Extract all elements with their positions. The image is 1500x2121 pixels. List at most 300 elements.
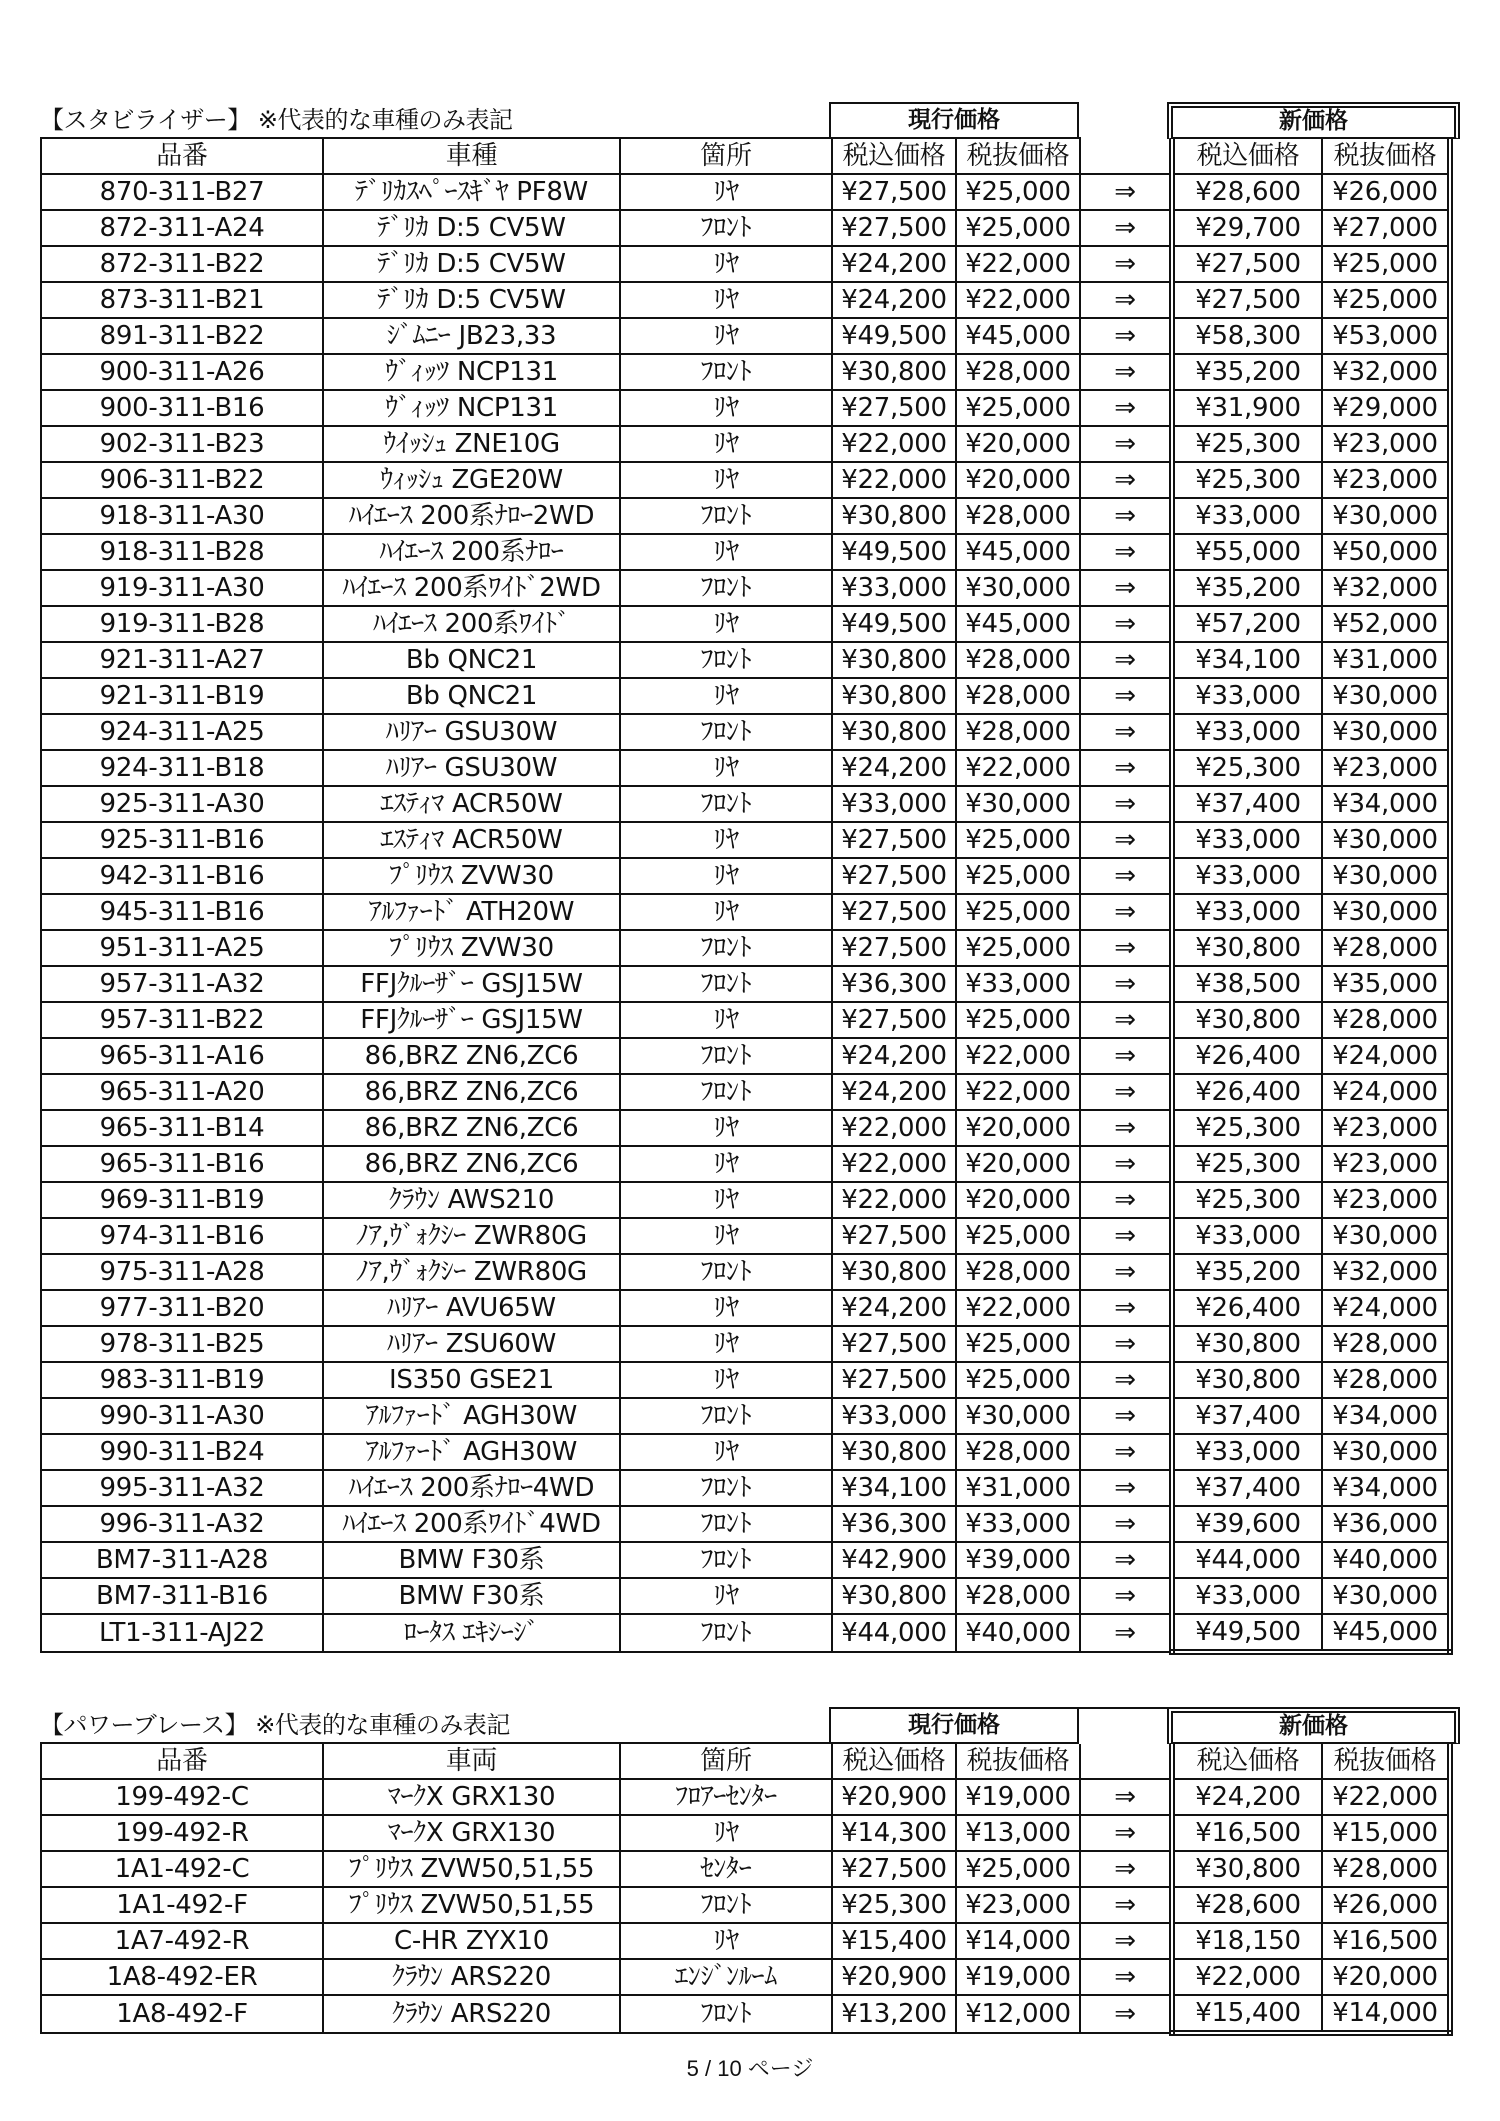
- new-tax-excluded-cell: ¥52,000: [1322, 606, 1450, 642]
- current-tax-excluded-cell: ¥20,000: [956, 462, 1080, 498]
- arrow-icon: ⇒: [1080, 390, 1172, 426]
- table-row: [41, 1110, 1450, 1146]
- table-row: [41, 1779, 1450, 1815]
- header-car-model: 車両: [323, 1743, 620, 1779]
- part-number-cell: 990-311-A30: [41, 1398, 323, 1434]
- position-cell: ﾘﾔ: [620, 1362, 832, 1398]
- part-number-cell: 974-311-B16: [41, 1218, 323, 1254]
- current-tax-excluded-cell: ¥45,000: [956, 534, 1080, 570]
- new-tax-included-cell: ¥28,600: [1172, 174, 1322, 210]
- part-number-cell: 951-311-A25: [41, 930, 323, 966]
- position-cell: ﾌﾛﾝﾄ: [620, 1542, 832, 1578]
- arrow-icon: ⇒: [1080, 858, 1172, 894]
- new-tax-excluded-cell: ¥28,000: [1322, 1326, 1450, 1362]
- current-tax-included-cell: ¥27,500: [832, 1002, 956, 1038]
- new-tax-excluded-cell: ¥15,000: [1322, 1815, 1450, 1851]
- position-cell: ﾌﾛﾝﾄ: [620, 498, 832, 534]
- current-tax-excluded-cell: ¥22,000: [956, 750, 1080, 786]
- new-tax-included-cell: ¥37,400: [1172, 1470, 1322, 1506]
- position-cell: ﾌﾛﾝﾄ: [620, 1254, 832, 1290]
- current-tax-excluded-cell: ¥25,000: [956, 822, 1080, 858]
- current-tax-included-cell: ¥15,400: [832, 1923, 956, 1959]
- position-cell: ﾌﾛﾝﾄ: [620, 1470, 832, 1506]
- arrow-icon: ⇒: [1080, 1614, 1172, 1652]
- current-tax-excluded-cell: ¥45,000: [956, 318, 1080, 354]
- table-row: [41, 534, 1450, 570]
- part-number-cell: 902-311-B23: [41, 426, 323, 462]
- part-number-cell: 965-311-B16: [41, 1146, 323, 1182]
- arrow-icon: ⇒: [1080, 1578, 1172, 1614]
- new-tax-excluded-cell: ¥30,000: [1322, 822, 1450, 858]
- table-row: [41, 1815, 1450, 1851]
- header-new-tax-included: 税込価格: [1172, 138, 1322, 174]
- position-cell: ﾘﾔ: [620, 1290, 832, 1326]
- car-model-cell: ﾊｲｴｰｽ 200系ﾅﾛｰ4WD: [323, 1470, 620, 1506]
- arrow-icon: ⇒: [1080, 966, 1172, 1002]
- car-model-cell: ﾊｲｴｰｽ 200系ﾜｲﾄﾞ: [323, 606, 620, 642]
- part-number-cell: 906-311-B22: [41, 462, 323, 498]
- current-tax-included-cell: ¥30,800: [832, 714, 956, 750]
- current-tax-included-cell: ¥49,500: [832, 534, 956, 570]
- position-cell: ﾌﾛﾝﾄ: [620, 1995, 832, 2033]
- position-cell: ﾘﾔ: [620, 1923, 832, 1959]
- part-number-cell: 918-311-B28: [41, 534, 323, 570]
- table-row: [41, 858, 1450, 894]
- arrow-icon: ⇒: [1080, 786, 1172, 822]
- current-tax-excluded-cell: ¥25,000: [956, 894, 1080, 930]
- current-tax-excluded-cell: ¥33,000: [956, 1506, 1080, 1542]
- new-tax-included-cell: ¥26,400: [1172, 1038, 1322, 1074]
- header-part-number: 品番: [41, 1743, 323, 1779]
- new-tax-excluded-cell: ¥25,000: [1322, 282, 1450, 318]
- new-tax-excluded-cell: ¥40,000: [1322, 1542, 1450, 1578]
- new-tax-included-cell: ¥34,100: [1172, 642, 1322, 678]
- new-tax-excluded-cell: ¥28,000: [1322, 1362, 1450, 1398]
- header-position: 箇所: [620, 138, 832, 174]
- car-model-cell: ﾉｱ,ｳﾞｫｸｼｰ ZWR80G: [323, 1254, 620, 1290]
- arrow-icon: ⇒: [1080, 714, 1172, 750]
- current-tax-excluded-cell: ¥14,000: [956, 1923, 1080, 1959]
- position-cell: ﾘﾔ: [620, 1002, 832, 1038]
- current-tax-included-cell: ¥42,900: [832, 1542, 956, 1578]
- car-model-cell: 86,BRZ ZN6,ZC6: [323, 1074, 620, 1110]
- table-row: [41, 246, 1450, 282]
- position-cell: ﾘﾔ: [620, 1578, 832, 1614]
- position-cell: ﾘﾔ: [620, 390, 832, 426]
- new-tax-excluded-cell: ¥32,000: [1322, 354, 1450, 390]
- table-row: [41, 426, 1450, 462]
- car-model-cell: ﾛｰﾀｽ ｴｷｼｰｼﾞ: [323, 1614, 620, 1652]
- part-number-cell: 996-311-A32: [41, 1506, 323, 1542]
- current-tax-excluded-cell: ¥25,000: [956, 1362, 1080, 1398]
- position-cell: ﾌﾛﾝﾄ: [620, 570, 832, 606]
- current-tax-excluded-cell: ¥22,000: [956, 1290, 1080, 1326]
- new-tax-included-cell: ¥22,000: [1172, 1959, 1322, 1995]
- table-row: [41, 390, 1450, 426]
- part-number-cell: BM7-311-B16: [41, 1578, 323, 1614]
- position-cell: ﾘﾔ: [620, 1815, 832, 1851]
- table-row: [41, 1995, 1450, 2033]
- new-tax-included-cell: ¥28,600: [1172, 1887, 1322, 1923]
- current-tax-included-cell: ¥22,000: [832, 1182, 956, 1218]
- powerbrace-price-table: [40, 1742, 1453, 2036]
- part-number-cell: LT1-311-AJ22: [41, 1614, 323, 1652]
- group-new-price: 新価格: [1167, 102, 1460, 139]
- current-tax-excluded-cell: ¥28,000: [956, 1578, 1080, 1614]
- new-tax-included-cell: ¥25,300: [1172, 462, 1322, 498]
- position-cell: ﾘﾔ: [620, 858, 832, 894]
- position-cell: ﾘﾔ: [620, 174, 832, 210]
- new-tax-included-cell: ¥57,200: [1172, 606, 1322, 642]
- part-number-cell: 965-311-A16: [41, 1038, 323, 1074]
- table-row: [41, 498, 1450, 534]
- new-tax-included-cell: ¥30,800: [1172, 930, 1322, 966]
- current-tax-excluded-cell: ¥33,000: [956, 966, 1080, 1002]
- current-tax-excluded-cell: ¥28,000: [956, 1434, 1080, 1470]
- car-model-cell: ｴｽﾃｨﾏ ACR50W: [323, 786, 620, 822]
- current-tax-excluded-cell: ¥20,000: [956, 426, 1080, 462]
- section-heading-strip: [40, 100, 1460, 137]
- current-tax-included-cell: ¥22,000: [832, 1146, 956, 1182]
- position-cell: ﾘﾔ: [620, 606, 832, 642]
- current-tax-included-cell: ¥30,800: [832, 354, 956, 390]
- arrow-icon: ⇒: [1080, 1779, 1172, 1815]
- current-tax-included-cell: ¥20,900: [832, 1779, 956, 1815]
- new-tax-excluded-cell: ¥30,000: [1322, 678, 1450, 714]
- new-tax-excluded-cell: ¥24,000: [1322, 1074, 1450, 1110]
- new-tax-excluded-cell: ¥31,000: [1322, 642, 1450, 678]
- new-tax-excluded-cell: ¥24,000: [1322, 1038, 1450, 1074]
- new-tax-included-cell: ¥35,200: [1172, 1254, 1322, 1290]
- current-tax-included-cell: ¥27,500: [832, 1218, 956, 1254]
- current-tax-included-cell: ¥33,000: [832, 570, 956, 606]
- part-number-cell: 900-311-B16: [41, 390, 323, 426]
- new-tax-excluded-cell: ¥29,000: [1322, 390, 1450, 426]
- position-cell: ﾘﾔ: [620, 1434, 832, 1470]
- arrow-icon: ⇒: [1080, 1470, 1172, 1506]
- new-tax-included-cell: ¥27,500: [1172, 282, 1322, 318]
- new-tax-included-cell: ¥30,800: [1172, 1362, 1322, 1398]
- new-tax-included-cell: ¥18,150: [1172, 1923, 1322, 1959]
- arrow-icon: ⇒: [1080, 750, 1172, 786]
- new-tax-included-cell: ¥33,000: [1172, 858, 1322, 894]
- current-tax-excluded-cell: ¥22,000: [956, 246, 1080, 282]
- new-tax-excluded-cell: ¥30,000: [1322, 498, 1450, 534]
- group-current-price: 現行価格: [829, 1707, 1079, 1744]
- current-tax-included-cell: ¥24,200: [832, 1074, 956, 1110]
- car-model-cell: ﾊﾘｱｰ AVU65W: [323, 1290, 620, 1326]
- current-tax-included-cell: ¥44,000: [832, 1614, 956, 1652]
- arrow-header-blank: [1080, 138, 1172, 174]
- new-tax-included-cell: ¥25,300: [1172, 1110, 1322, 1146]
- new-tax-included-cell: ¥35,200: [1172, 570, 1322, 606]
- part-number-cell: 900-311-A26: [41, 354, 323, 390]
- table-row: [41, 894, 1450, 930]
- car-model-cell: ﾌﾟﾘｳｽ ZVW30: [323, 858, 620, 894]
- arrow-icon: ⇒: [1080, 1146, 1172, 1182]
- arrow-icon: ⇒: [1080, 930, 1172, 966]
- position-cell: ﾘﾔ: [620, 1110, 832, 1146]
- new-tax-included-cell: ¥33,000: [1172, 714, 1322, 750]
- new-tax-included-cell: ¥30,800: [1172, 1002, 1322, 1038]
- table-row: [41, 1074, 1450, 1110]
- new-tax-excluded-cell: ¥30,000: [1322, 1434, 1450, 1470]
- current-tax-excluded-cell: ¥20,000: [956, 1146, 1080, 1182]
- position-cell: ﾌﾛﾝﾄ: [620, 1506, 832, 1542]
- new-tax-excluded-cell: ¥45,000: [1322, 1614, 1450, 1652]
- new-tax-excluded-cell: ¥14,000: [1322, 1995, 1450, 2033]
- page-number: 5 / 10 ページ: [686, 2056, 814, 2081]
- group-new-price: 新価格: [1167, 1707, 1460, 1744]
- current-tax-excluded-cell: ¥25,000: [956, 1851, 1080, 1887]
- position-cell: ﾘﾔ: [620, 1146, 832, 1182]
- part-number-cell: 919-311-A30: [41, 570, 323, 606]
- table-row: [41, 318, 1450, 354]
- position-cell: ﾌﾛﾝﾄ: [620, 1074, 832, 1110]
- car-model-cell: ｳﾞｨｯﾂ NCP131: [323, 390, 620, 426]
- current-tax-included-cell: ¥30,800: [832, 498, 956, 534]
- part-number-cell: BM7-311-A28: [41, 1542, 323, 1578]
- car-model-cell: ﾊﾘｱｰ GSU30W: [323, 714, 620, 750]
- current-tax-included-cell: ¥49,500: [832, 606, 956, 642]
- new-tax-included-cell: ¥26,400: [1172, 1074, 1322, 1110]
- current-tax-excluded-cell: ¥13,000: [956, 1815, 1080, 1851]
- new-tax-excluded-cell: ¥34,000: [1322, 786, 1450, 822]
- new-tax-included-cell: ¥33,000: [1172, 822, 1322, 858]
- table-row: [41, 1290, 1450, 1326]
- car-model-cell: ｳﾞｨｯﾂ NCP131: [323, 354, 620, 390]
- part-number-cell: 925-311-A30: [41, 786, 323, 822]
- new-tax-excluded-cell: ¥23,000: [1322, 426, 1450, 462]
- car-model-cell: ﾏｰｸX GRX130: [323, 1815, 620, 1851]
- table-row: [41, 282, 1450, 318]
- stabilizer-price-table: [40, 137, 1453, 1655]
- new-tax-included-cell: ¥33,000: [1172, 1218, 1322, 1254]
- position-cell: ﾘﾔ: [620, 678, 832, 714]
- new-tax-excluded-cell: ¥23,000: [1322, 1182, 1450, 1218]
- new-tax-excluded-cell: ¥23,000: [1322, 462, 1450, 498]
- current-tax-excluded-cell: ¥28,000: [956, 678, 1080, 714]
- header-new-tax-excluded: 税抜価格: [1322, 1743, 1450, 1779]
- car-model-cell: Bb QNC21: [323, 678, 620, 714]
- arrow-icon: ⇒: [1080, 1506, 1172, 1542]
- table-row: [41, 1923, 1450, 1959]
- car-model-cell: ﾌﾟﾘｳｽ ZVW30: [323, 930, 620, 966]
- current-tax-excluded-cell: ¥19,000: [956, 1779, 1080, 1815]
- position-cell: ﾌﾛｱｰｾﾝﾀｰ: [620, 1779, 832, 1815]
- new-tax-included-cell: ¥44,000: [1172, 1542, 1322, 1578]
- current-tax-excluded-cell: ¥25,000: [956, 174, 1080, 210]
- table-row: [41, 1218, 1450, 1254]
- arrow-icon: ⇒: [1080, 1434, 1172, 1470]
- current-tax-excluded-cell: ¥28,000: [956, 498, 1080, 534]
- current-tax-included-cell: ¥27,500: [832, 858, 956, 894]
- arrow-icon: ⇒: [1080, 246, 1172, 282]
- part-number-cell: 199-492-R: [41, 1815, 323, 1851]
- table-row: [41, 1002, 1450, 1038]
- car-model-cell: IS350 GSE21: [323, 1362, 620, 1398]
- car-model-cell: ﾃﾞﾘｶ D:5 CV5W: [323, 246, 620, 282]
- header-part-number: 品番: [41, 138, 323, 174]
- arrow-icon: ⇒: [1080, 534, 1172, 570]
- new-tax-excluded-cell: ¥24,000: [1322, 1290, 1450, 1326]
- position-cell: ﾘﾔ: [620, 246, 832, 282]
- new-tax-included-cell: ¥15,400: [1172, 1995, 1322, 2033]
- new-tax-excluded-cell: ¥23,000: [1322, 1146, 1450, 1182]
- car-model-cell: ｸﾗｳﾝ AWS210: [323, 1182, 620, 1218]
- current-tax-excluded-cell: ¥39,000: [956, 1542, 1080, 1578]
- position-cell: ﾌﾛﾝﾄ: [620, 714, 832, 750]
- current-tax-excluded-cell: ¥30,000: [956, 1398, 1080, 1434]
- arrow-icon: ⇒: [1080, 1326, 1172, 1362]
- new-tax-excluded-cell: ¥30,000: [1322, 714, 1450, 750]
- header-new-tax-included: 税込価格: [1172, 1743, 1322, 1779]
- current-tax-excluded-cell: ¥40,000: [956, 1614, 1080, 1652]
- current-tax-included-cell: ¥25,300: [832, 1887, 956, 1923]
- part-number-cell: 870-311-B27: [41, 174, 323, 210]
- position-cell: ﾌﾛﾝﾄ: [620, 1038, 832, 1074]
- new-tax-included-cell: ¥25,300: [1172, 426, 1322, 462]
- car-model-cell: ﾌﾟﾘｳｽ ZVW50,51,55: [323, 1851, 620, 1887]
- car-model-cell: FFJｸﾙｰｻﾞｰ GSJ15W: [323, 966, 620, 1002]
- current-tax-excluded-cell: ¥28,000: [956, 1254, 1080, 1290]
- section-heading-strip: [40, 1705, 1460, 1742]
- part-number-cell: 978-311-B25: [41, 1326, 323, 1362]
- new-tax-excluded-cell: ¥32,000: [1322, 570, 1450, 606]
- current-tax-excluded-cell: ¥20,000: [956, 1182, 1080, 1218]
- arrow-icon: ⇒: [1080, 678, 1172, 714]
- new-tax-excluded-cell: ¥36,000: [1322, 1506, 1450, 1542]
- part-number-cell: 872-311-B22: [41, 246, 323, 282]
- new-tax-excluded-cell: ¥50,000: [1322, 534, 1450, 570]
- current-tax-excluded-cell: ¥25,000: [956, 1002, 1080, 1038]
- car-model-cell: ｱﾙﾌｧｰﾄﾞ AGH30W: [323, 1434, 620, 1470]
- header-tax-excluded: 税抜価格: [956, 1743, 1080, 1779]
- part-number-cell: 957-311-A32: [41, 966, 323, 1002]
- table-row: [41, 1326, 1450, 1362]
- header-new-tax-excluded: 税抜価格: [1322, 138, 1450, 174]
- table-row: [41, 1398, 1450, 1434]
- new-tax-excluded-cell: ¥28,000: [1322, 1002, 1450, 1038]
- arrow-icon: ⇒: [1080, 498, 1172, 534]
- position-cell: ﾘﾔ: [620, 318, 832, 354]
- current-tax-excluded-cell: ¥28,000: [956, 714, 1080, 750]
- arrow-icon: ⇒: [1080, 1218, 1172, 1254]
- new-tax-included-cell: ¥30,800: [1172, 1851, 1322, 1887]
- car-model-cell: Bb QNC21: [323, 642, 620, 678]
- arrow-icon: ⇒: [1080, 606, 1172, 642]
- car-model-cell: ｳｲｯｼｭ ZNE10G: [323, 426, 620, 462]
- part-number-cell: 872-311-A24: [41, 210, 323, 246]
- car-model-cell: ｸﾗｳﾝ ARS220: [323, 1995, 620, 2033]
- current-tax-excluded-cell: ¥31,000: [956, 1470, 1080, 1506]
- current-tax-excluded-cell: ¥22,000: [956, 1074, 1080, 1110]
- table-row: [41, 1851, 1450, 1887]
- current-tax-included-cell: ¥22,000: [832, 426, 956, 462]
- car-model-cell: FFJｸﾙｰｻﾞｰ GSJ15W: [323, 1002, 620, 1038]
- new-tax-excluded-cell: ¥25,000: [1322, 246, 1450, 282]
- arrow-group-blank: [1077, 1707, 1169, 1744]
- arrow-icon: ⇒: [1080, 1995, 1172, 2033]
- table-row: [41, 786, 1450, 822]
- part-number-cell: 1A1-492-F: [41, 1887, 323, 1923]
- new-tax-included-cell: ¥16,500: [1172, 1815, 1322, 1851]
- new-tax-excluded-cell: ¥16,500: [1322, 1923, 1450, 1959]
- table-row: [41, 606, 1450, 642]
- new-tax-excluded-cell: ¥30,000: [1322, 858, 1450, 894]
- current-tax-excluded-cell: ¥28,000: [956, 642, 1080, 678]
- arrow-icon: ⇒: [1080, 210, 1172, 246]
- header-car-model: 車種: [323, 138, 620, 174]
- arrow-icon: ⇒: [1080, 1923, 1172, 1959]
- new-tax-included-cell: ¥37,400: [1172, 1398, 1322, 1434]
- table-row: [41, 1434, 1450, 1470]
- current-tax-included-cell: ¥22,000: [832, 462, 956, 498]
- new-tax-excluded-cell: ¥35,000: [1322, 966, 1450, 1002]
- position-cell: ﾘﾔ: [620, 426, 832, 462]
- current-tax-included-cell: ¥20,900: [832, 1959, 956, 1995]
- position-cell: ｾﾝﾀｰ: [620, 1851, 832, 1887]
- car-model-cell: C-HR ZYX10: [323, 1923, 620, 1959]
- new-tax-included-cell: ¥30,800: [1172, 1326, 1322, 1362]
- new-tax-included-cell: ¥38,500: [1172, 966, 1322, 1002]
- part-number-cell: 957-311-B22: [41, 1002, 323, 1038]
- arrow-icon: ⇒: [1080, 1398, 1172, 1434]
- table-row: [41, 570, 1450, 606]
- part-number-cell: 1A1-492-C: [41, 1851, 323, 1887]
- table-row: [41, 1146, 1450, 1182]
- car-model-cell: ｱﾙﾌｧｰﾄﾞ ATH20W: [323, 894, 620, 930]
- part-number-cell: 925-311-B16: [41, 822, 323, 858]
- table-row: [41, 750, 1450, 786]
- table-row: [41, 462, 1450, 498]
- table-row: [41, 354, 1450, 390]
- position-cell: ﾌﾛﾝﾄ: [620, 966, 832, 1002]
- new-tax-excluded-cell: ¥30,000: [1322, 894, 1450, 930]
- car-model-cell: ﾊｲｴｰｽ 200系ﾅﾛｰ: [323, 534, 620, 570]
- arrow-icon: ⇒: [1080, 282, 1172, 318]
- new-tax-excluded-cell: ¥53,000: [1322, 318, 1450, 354]
- new-tax-excluded-cell: ¥26,000: [1322, 1887, 1450, 1923]
- car-model-cell: ﾃﾞﾘｶ D:5 CV5W: [323, 210, 620, 246]
- position-cell: ﾘﾔ: [620, 534, 832, 570]
- arrow-icon: ⇒: [1080, 318, 1172, 354]
- new-tax-included-cell: ¥33,000: [1172, 894, 1322, 930]
- part-number-cell: 891-311-B22: [41, 318, 323, 354]
- arrow-icon: ⇒: [1080, 1959, 1172, 1995]
- part-number-cell: 945-311-B16: [41, 894, 323, 930]
- current-tax-included-cell: ¥27,500: [832, 1851, 956, 1887]
- current-tax-included-cell: ¥30,800: [832, 678, 956, 714]
- arrow-icon: ⇒: [1080, 174, 1172, 210]
- header-position: 箇所: [620, 1743, 832, 1779]
- position-cell: ﾌﾛﾝﾄ: [620, 786, 832, 822]
- car-model-cell: ﾊｲｴｰｽ 200系ﾅﾛｰ2WD: [323, 498, 620, 534]
- arrow-icon: ⇒: [1080, 894, 1172, 930]
- new-tax-excluded-cell: ¥32,000: [1322, 1254, 1450, 1290]
- current-tax-excluded-cell: ¥30,000: [956, 786, 1080, 822]
- current-tax-excluded-cell: ¥25,000: [956, 1326, 1080, 1362]
- current-tax-excluded-cell: ¥25,000: [956, 210, 1080, 246]
- new-tax-excluded-cell: ¥26,000: [1322, 174, 1450, 210]
- current-tax-included-cell: ¥30,800: [832, 642, 956, 678]
- part-number-cell: 921-311-A27: [41, 642, 323, 678]
- new-tax-included-cell: ¥49,500: [1172, 1614, 1322, 1652]
- car-model-cell: ｳｨｯｼｭ ZGE20W: [323, 462, 620, 498]
- table-row: [41, 642, 1450, 678]
- new-tax-included-cell: ¥31,900: [1172, 390, 1322, 426]
- current-tax-excluded-cell: ¥23,000: [956, 1887, 1080, 1923]
